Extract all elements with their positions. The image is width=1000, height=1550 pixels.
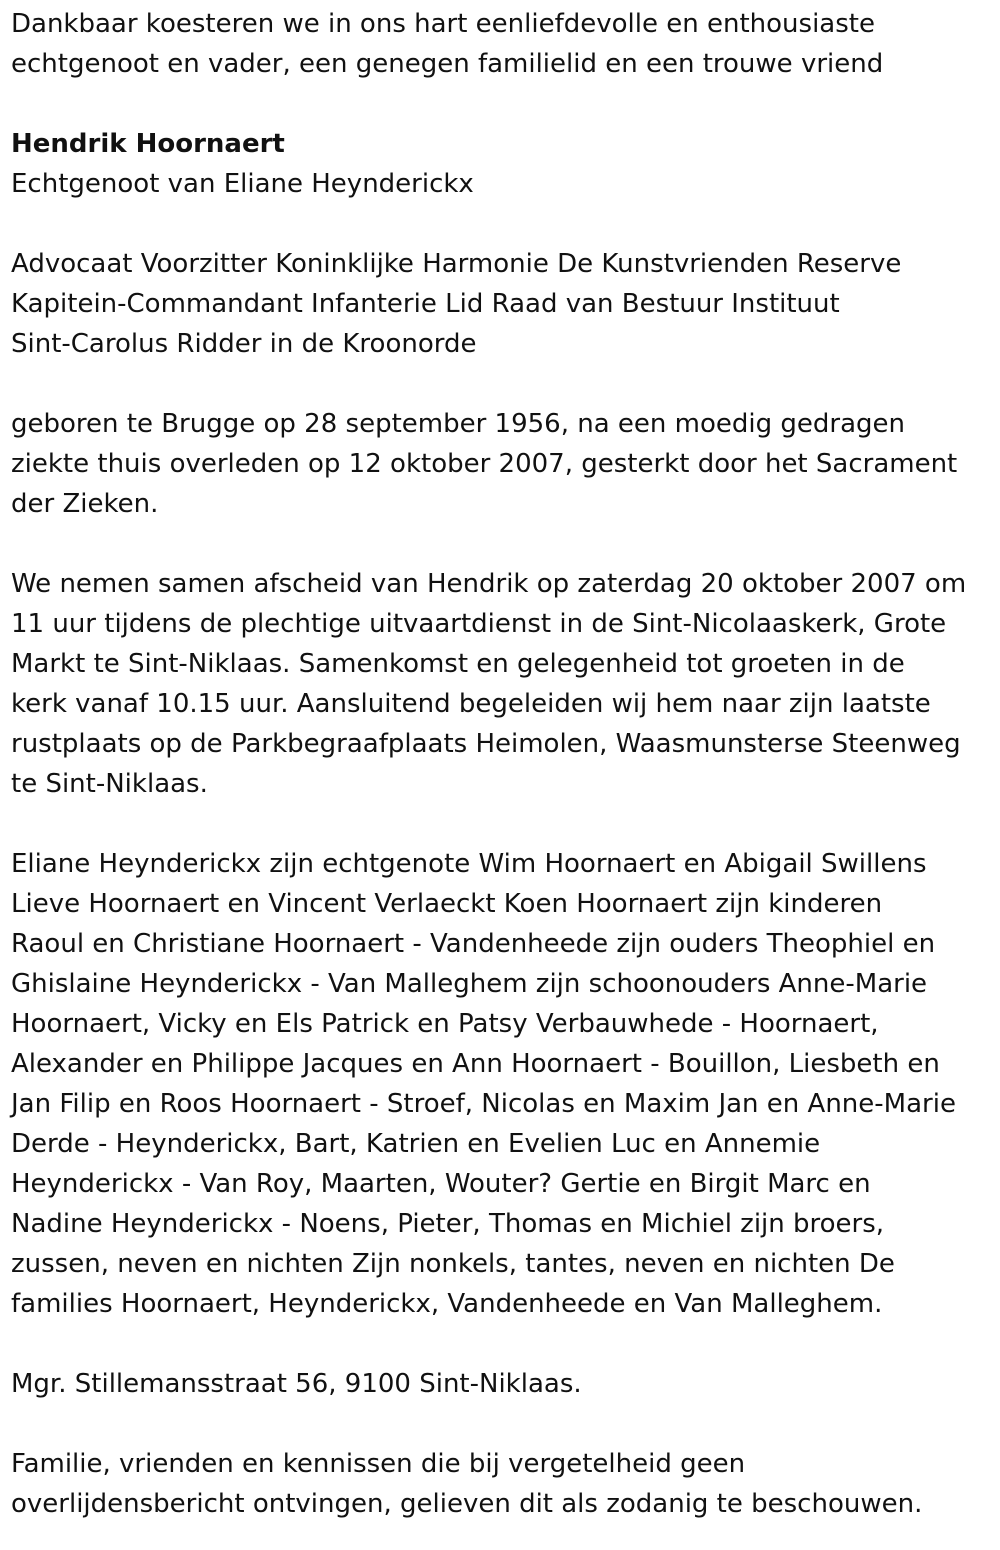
- intro-paragraph: Dankbaar koesteren we in ons hart eenliefdevolle en enthousiaste echtgenoot en vader, een genegen familielid en een trouwe vriend: [11, 9, 884, 79]
- funeral-paragraph: We nemen samen afscheid van Hendrik op zaterdag 20 oktober 2007 om 11 uur tijdens de plechtige uitvaartdienst in de Sint-Nicolaaskerk, Grote Markt te Sint-Niklaas. Samenkomst en gelegenheid tot groeten in de kerk vanaf 10.15 uur. Aansluitend begeleiden wij hem naar zijn laatste rustplaats op de Parkbegraafplaats Heimolen, Waasmunsterse Steenweg te Sint-Niklaas.: [11, 569, 967, 799]
- deceased-name: Hendrik Hoornaert: [11, 129, 285, 159]
- obituary-text: [11, 4, 990, 1524]
- address-paragraph: Mgr. Stillemansstraat 56, 9100 Sint-Niklaas.: [11, 1369, 582, 1399]
- deceased-block: [11, 124, 990, 204]
- closing-paragraph: Familie, vrienden en kennissen die bij vergetelheid geen overlijdensbericht ontvingen, gelieven dit als zodanig te beschouwen.: [11, 1449, 923, 1519]
- titles-paragraph: Advocaat Voorzitter Koninklijke Harmonie De Kunstvrienden Reserve Kapitein-Commandant Infanterie Lid Raad van Bestuur Instituut Sint-Carolus Ridder in de Kroonorde: [11, 249, 902, 359]
- family-paragraph: Eliane Heynderickx zijn echtgenote Wim Hoornaert en Abigail Swillens Lieve Hoornaert en Vincent Verlaeckt Koen Hoornaert zijn kinderen Raoul en Christiane Hoornaert - Vandenheede zijn ouders Theophiel en Ghislaine Heynderickx - Van Malleghem zijn schoonouders Anne-Marie Hoornaert, Vicky en Els Patrick en Patsy Verbauwhede - Hoornaert, Alexander en Philippe Jacques en Ann Hoornaert - Bouillon, Liesbeth en Jan Filip en Roos Hoornaert - Stroef, Nicolas en Maxim Jan en Anne-Marie Derde - Heynderickx, Bart, Katrien en Evelien Luc en Annemie Heynderickx - Van Roy, Maarten, Wouter? Gertie en Birgit Marc en Nadine Heynderickx - Noens, Pieter, Thomas en Michiel zijn broers, zussen, neven en nichten Zijn nonkels, tantes, neven en nichten De families Hoornaert, Heynderickx, Vandenheede en Van Malleghem.: [11, 849, 956, 1319]
- spouse-line: Echtgenoot van Eliane Heynderickx: [11, 169, 474, 199]
- life-paragraph: geboren te Brugge op 28 september 1956, na een moedig gedragen ziekte thuis overleden op 12 oktober 2007, gesterkt door het Sacrament der Zieken.: [11, 409, 958, 519]
